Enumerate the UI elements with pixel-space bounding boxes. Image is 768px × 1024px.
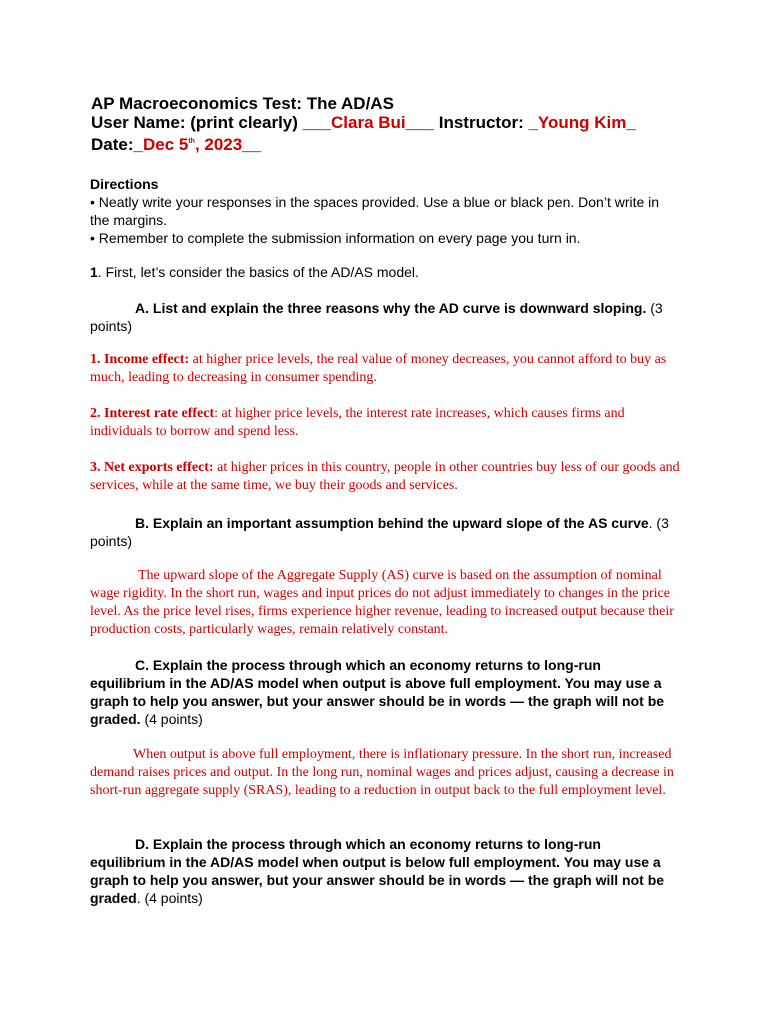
question-b-prompt (90, 514, 680, 550)
date-year: , 2023 (194, 135, 243, 154)
user-name-value: Clara Bui (331, 113, 406, 132)
answer-c (90, 746, 680, 800)
directions-heading: Directions (90, 176, 159, 192)
question-1-number: 1 (90, 264, 98, 280)
date-trail: __ (242, 135, 262, 154)
question-c-prompt (90, 656, 680, 728)
answer-a-1 (90, 351, 680, 387)
answer-b-text: The upward slope of the Aggregate Supply (AS) curve is based on the assumption of nominal wage rigidity. In the short run, wages and input prices do not adjust immediately to changes in the price level. As the price level rises, firms experience higher revenue, leading to increased output because their production costs, particularly wages, remain relatively constant. (90, 568, 674, 637)
question-a-prompt (90, 299, 680, 335)
answer-b (90, 567, 680, 639)
instructor-label: ___ Instructor: _ (405, 113, 538, 132)
answer-a-3-label: 3. Net exports effect: (90, 460, 214, 475)
date-line (91, 132, 731, 154)
answer-a-2-text: : at higher price levels, the interest rate increases, which causes firms and individuals to borrow and spend less. (90, 406, 625, 439)
question-c-text: C. Explain the process through which an economy returns to long-run equilibrium in the AD/AS model when output is above full employment. You may use a graph to help you answer, but your answer should be in words — the graph will not be graded. (90, 657, 665, 727)
answer-a-1-text: at higher price levels, the real value of money decreases, you cannot afford to buy as much, leading to decreasing in consumer spending. (90, 352, 667, 385)
question-1-text: . First, let’s consider the basics of the AD/AS model. (97, 264, 419, 280)
question-b-text: B. Explain an important assumption behind the upward slope of the AS curve (135, 515, 649, 531)
question-d-points: . (4 points) (136, 890, 203, 906)
test-title: AP Macroeconomics Test: The AD/AS (91, 94, 394, 113)
user-name-label: User Name: (print clearly) ___ (91, 113, 331, 132)
date-value: Dec 5 (142, 135, 189, 154)
question-b-points: . (3 points) (90, 515, 669, 549)
date-superscript: th (188, 138, 195, 145)
question-a-points: (3 points) (90, 300, 663, 334)
instructor-value: Young Kim (537, 113, 627, 132)
date-label: Date:_ (91, 135, 143, 154)
question-1-intro (90, 263, 680, 281)
directions-line-1: • Neatly write your responses in the spaces provided. Use a blue or black pen. Don’t write in the margins. (90, 194, 660, 228)
answer-a-2 (90, 405, 680, 441)
question-a-text: A. List and explain the three reasons why the AD curve is downward sloping. (135, 300, 647, 316)
answer-a-1-label: 1. Income effect: (90, 352, 190, 367)
instructor-trail: _ (626, 113, 636, 132)
user-instructor-line (91, 113, 731, 132)
test-header (91, 94, 731, 154)
question-d-prompt (90, 835, 680, 907)
answer-c-text: When output is above full employment, there is inflationary pressure. In the short run, increased demand raises prices and output. In the long run, nominal wages and prices adjust, causing a decrease in short-run aggregate supply (SRAS), leading to a reduction in output back to the full employment level. (90, 747, 674, 798)
directions-line-2: • Remember to complete the submission information on every page you turn in. (90, 230, 581, 246)
question-d-text: D. Explain the process through which an economy returns to long-run equilibrium in the AD/AS model when output is below full employment. You may use a graph to help you answer, but your answer should be in words — the graph will not be graded (90, 836, 665, 906)
directions-section (90, 175, 680, 247)
question-c-points: (4 points) (140, 711, 203, 727)
answer-a-3-text: at higher prices in this country, people in other countries buy less of our goods and services, while at the same time, we buy their goods and services. (90, 460, 680, 493)
answer-a-2-label: 2. Interest rate effect (90, 406, 215, 421)
answer-a-3 (90, 459, 680, 495)
